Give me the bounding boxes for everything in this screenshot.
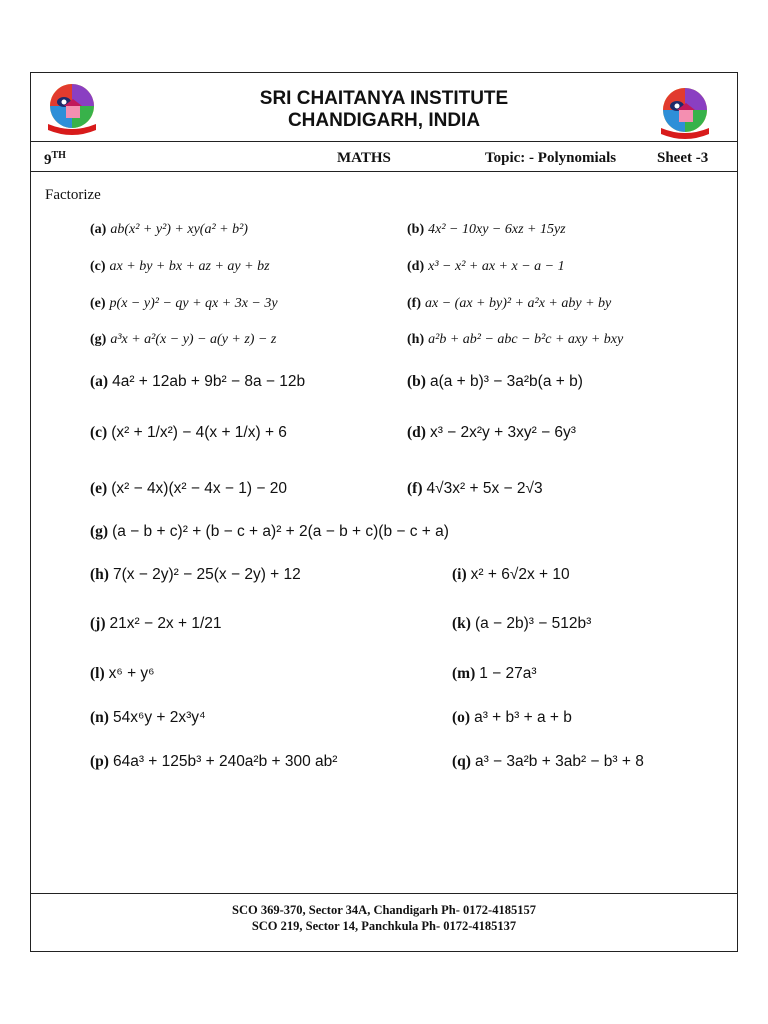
grade-number: 9 — [44, 152, 52, 168]
problem-1d: (d) x³ − x² + ax + x − a − 1 — [407, 259, 565, 274]
page-border — [30, 72, 738, 952]
header-divider-top — [30, 141, 738, 142]
problem-2h: (h) 7(x − 2y)² − 25(x − 2y) + 12 — [90, 566, 301, 583]
subject-label: MATHS — [337, 150, 391, 166]
footer-address-panchkula: SCO 219, Sector 14, Panchkula Ph- 0172-4185137 — [251, 919, 517, 933]
footer-address-chandigarh: SCO 369-370, Sector 34A, Chandigarh Ph- 0172-4185157 — [232, 903, 536, 917]
problem-2c: (c) (x² + 1/x²) − 4(x + 1/x) + 6 — [90, 424, 287, 441]
problem-1c: (c) ax + by + bx + az + ay + bz — [90, 259, 270, 274]
problem-1g: (g) a³x + a²(x − y) − a(y + z) − z — [90, 332, 277, 347]
section-title: Factorize — [45, 187, 101, 203]
problem-2a: (a) 4a² + 12ab + 9b² − 8a − 12b — [90, 373, 306, 390]
problem-2p: (p) 64a³ + 125b³ + 240a²b + 300 ab² — [90, 753, 338, 770]
problem-1e: (e) p(x − y)² − qy + qx + 3x − 3y — [90, 296, 278, 311]
topic-label: Topic: - Polynomials — [485, 150, 617, 166]
grade-suffix: TH — [51, 150, 66, 161]
problem-1f: (f) ax − (ax + by)² + a²x + aby + by — [407, 296, 612, 311]
grade-label — [44, 150, 66, 169]
problem-2o: (o) a³ + b³ + a + b — [452, 709, 572, 726]
problem-2m: (m) 1 − 27a³ — [452, 665, 537, 682]
problem-2q: (q) a³ − 3a²b + 3ab² − b³ + 8 — [452, 753, 644, 770]
problem-2e: (e) (x² − 4x)(x² − 4x − 1) − 20 — [90, 480, 287, 497]
problem-2l: (l) x⁶ + y⁶ — [90, 665, 155, 682]
problem-2j: (j) 21x² − 2x + 1/21 — [90, 615, 222, 632]
problem-2k: (k) (a − 2b)³ − 512b³ — [452, 615, 592, 632]
problem-1a: (a) ab(x² + y²) + xy(a² + b²) — [90, 222, 248, 237]
problem-2b: (b) a(a + b)³ − 3a²b(a + b) — [407, 373, 583, 390]
problem-2i: (i) x² + 6√2x + 10 — [452, 566, 570, 583]
institute-name: SRI CHAITANYA INSTITUTE — [259, 88, 509, 109]
institute-location: CHANDIGARH, INDIA — [287, 110, 481, 131]
problem-2n: (n) 54x⁶y + 2x³y⁴ — [90, 709, 206, 726]
problem-1b: (b) 4x² − 10xy − 6xz + 15yz — [407, 222, 566, 237]
sheet-label: Sheet -3 — [657, 150, 709, 166]
problem-2d: (d) x³ − 2x²y + 3xy² − 6y³ — [407, 424, 576, 441]
footer-divider — [30, 893, 738, 894]
problem-2f: (f) 4√3x² + 5x − 2√3 — [407, 480, 543, 497]
header-divider-bottom — [30, 171, 738, 172]
problem-1h: (h) a²b + ab² − abc − b²c + axy + bxy — [407, 332, 624, 347]
problem-2g: (g) (a − b + c)² + (b − c + a)² + 2(a − b + c)(b − c + a) — [90, 523, 449, 540]
